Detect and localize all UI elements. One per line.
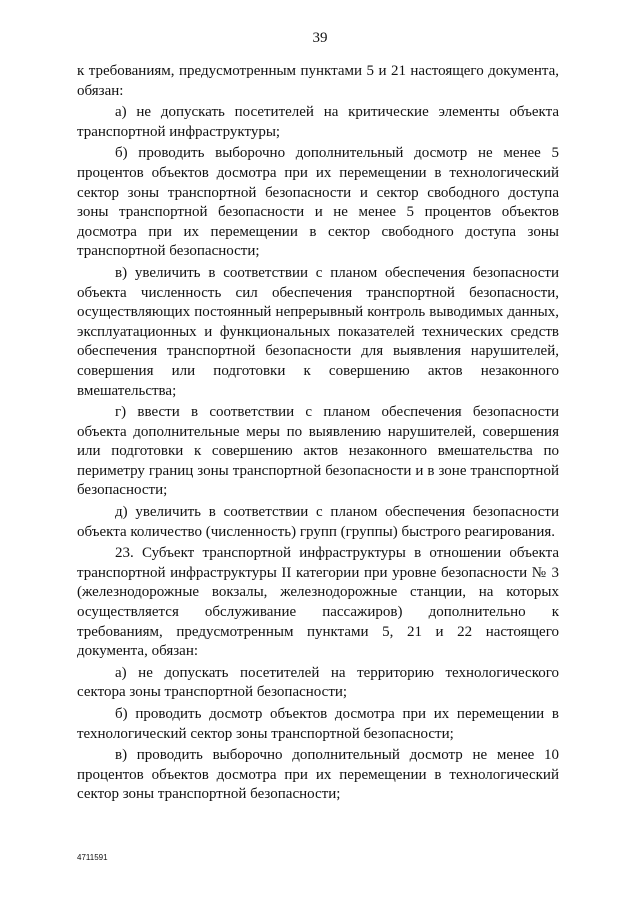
paragraph: д) увеличить в соответствии с планом обеспечения безопасности объекта количество (численность) групп (группы) быстрого реагирования. (77, 504, 559, 540)
paragraph: в) проводить выборочно дополнительный досмотр не менее 10 процентов объектов досмотра при их перемещении в технологический сектор зоны транспортной безопасности; (77, 747, 559, 803)
document-code: 4711591 (77, 853, 108, 862)
paragraph: в) увеличить в соответствии с планом обеспечения безопасности объекта численность сил обеспечения транспортной безопасности, осуществляющих постоянный непрерывный контроль выводимых данных, эксплуатационных и функциональных показателей технических средств обеспечения транспортной безопасности для выявления нарушителей, совершения или подготовки к совершению актов незаконного вмешательства; (77, 264, 559, 399)
paragraph: а) не допускать посетителей на территорию технологического сектора зоны транспортной безопасности; (77, 664, 559, 701)
paragraph: б) проводить досмотр объектов досмотра при их перемещении в технологический сектор зоны транспортной безопасности; (77, 706, 559, 742)
paragraph: 23. Субъект транспортной инфраструктуры в отношении объекта транспортной инфраструктуры II категории при уровне безопасности № 3 (железнодорожные вокзалы, железнодорожные станции, на которых осуществляется обслуживание пассажиров) дополнительно к требованиям, предусмотренным пунктами 5, 21 и 22 настоящего документа, обязан: (77, 545, 559, 660)
paragraph: г) ввести в соответствии с планом обеспечения безопасности объекта дополнительные меры по выявлению нарушителей, совершения или подготовки к совершению актов незаконного вмешательства по периметру границ зоны транспортной безопасности и в зоне транспортной безопасности; (77, 404, 559, 499)
page-number: 39 (312, 30, 328, 46)
paragraph: а) не допускать посетителей на критические элементы объекта транспортной инфраструктуры; (77, 104, 559, 140)
document-body (77, 62, 559, 807)
paragraph: к требованиям, предусмотренным пунктами 5 и 21 настоящего документа, обязан: (77, 63, 559, 99)
paragraph: б) проводить выборочно дополнительный досмотр не менее 5 процентов объектов досмотра при их перемещении в технологический сектор зоны транспортной безопасности и сектор свободного доступа зоны транспортной безопасности и не менее 5 процентов объектов досмотра при их перемещении в сектор свободного доступа зоны транспортной безопасности; (77, 145, 559, 260)
